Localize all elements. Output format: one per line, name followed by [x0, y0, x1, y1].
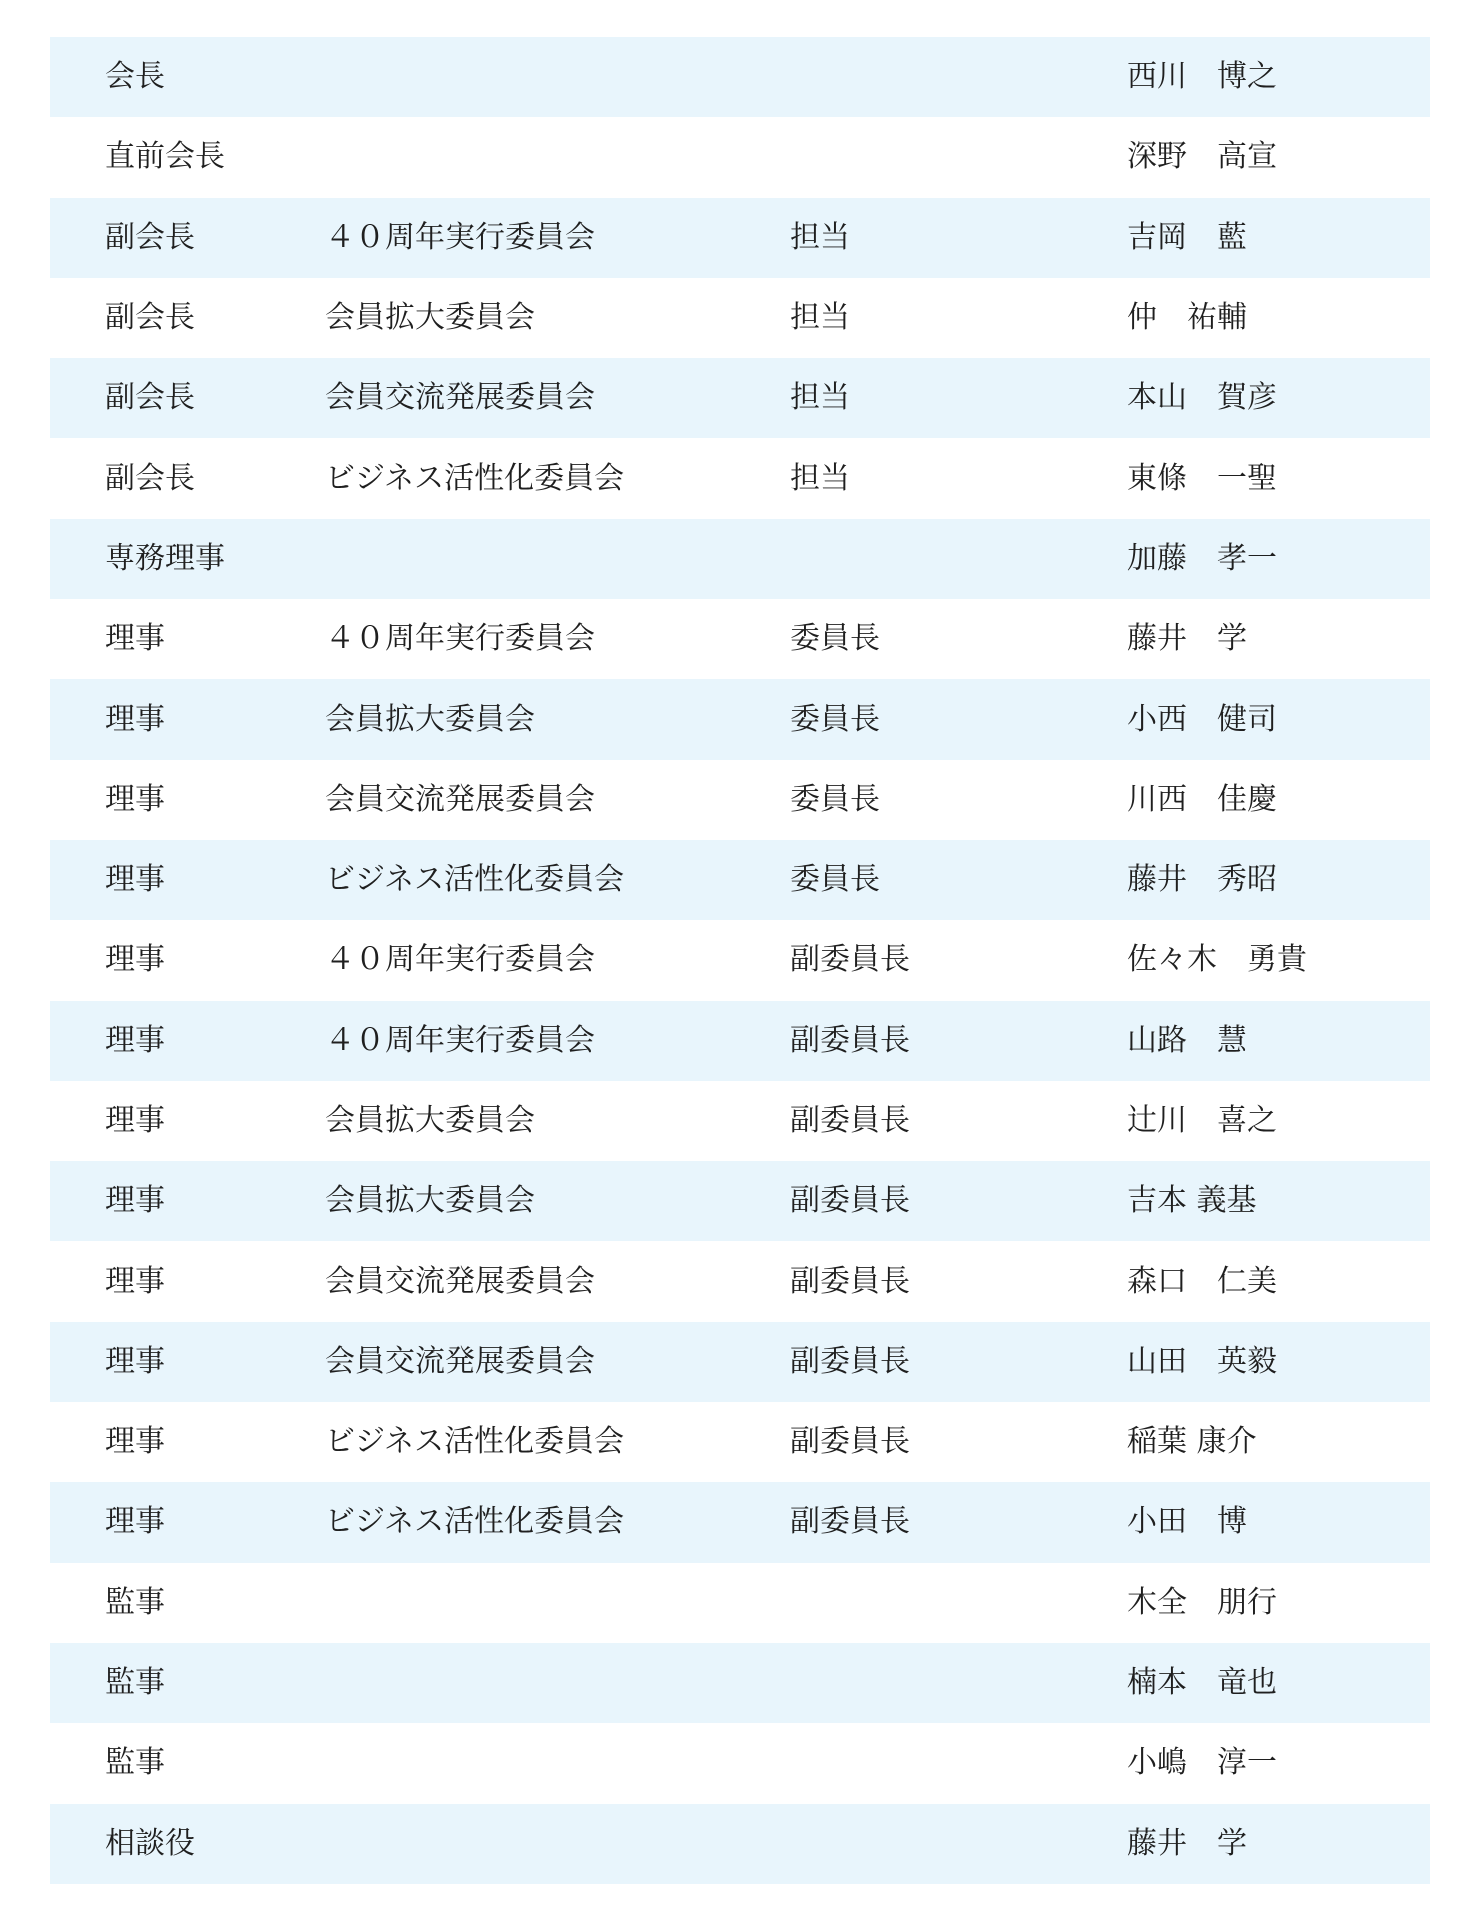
- committee-name: ビジネス活性化委員会: [325, 460, 625, 496]
- table-row: [50, 1723, 1430, 1803]
- committee-name: ビジネス活性化委員会: [325, 1424, 625, 1460]
- table-row: [50, 519, 1430, 599]
- table-row: [50, 358, 1430, 438]
- table-row: [50, 198, 1430, 278]
- position-title: 理事: [105, 1103, 165, 1138]
- committee-role: 副委員長: [790, 942, 910, 978]
- position-title: 副会長: [105, 300, 195, 336]
- table-row: [50, 679, 1430, 759]
- table-row: [50, 1322, 1430, 1402]
- committee-name: [322, 1643, 790, 1723]
- member-name: 小西 健司: [1127, 701, 1277, 737]
- table-row: [50, 599, 1430, 679]
- committee-name: 会員交流発展委員会: [325, 1263, 595, 1299]
- member-name: 楠本 竜也: [1127, 1665, 1277, 1701]
- member-name: 山路 慧: [1127, 1022, 1247, 1058]
- table-row: [50, 117, 1430, 197]
- member-name: 深野 高宣: [1127, 139, 1277, 175]
- committee-role: 副委員長: [790, 1103, 910, 1138]
- committee-name: 会員拡大委員会: [325, 1103, 535, 1138]
- member-name: 森口 仁美: [1127, 1263, 1277, 1299]
- committee-name: [322, 37, 790, 117]
- committee-name: [322, 117, 790, 197]
- position-title: 理事: [105, 701, 165, 737]
- committee-role: 副委員長: [790, 1504, 910, 1540]
- position-title: 監事: [105, 1584, 165, 1620]
- committee-name: 会員拡大委員会: [325, 701, 535, 737]
- table-row: [50, 920, 1430, 1000]
- member-name: 山田 英毅: [1127, 1343, 1277, 1379]
- position-title: 理事: [105, 781, 165, 817]
- table-row: [50, 1563, 1430, 1643]
- committee-role: 担当: [790, 219, 850, 255]
- committee-name: 会員交流発展委員会: [325, 380, 595, 416]
- position-title: 直前会長: [105, 139, 225, 175]
- committee-role: [790, 1563, 1127, 1643]
- member-name: 西川 博之: [1127, 59, 1277, 95]
- table-row: [50, 1081, 1430, 1161]
- committee-name: [322, 1723, 790, 1803]
- member-name: 川西 佳慶: [1127, 781, 1277, 817]
- table-row: [50, 1402, 1430, 1482]
- committee-role: [790, 117, 1127, 197]
- committee-role: 担当: [790, 300, 850, 336]
- position-title: 理事: [105, 862, 165, 898]
- table-row: [50, 1643, 1430, 1723]
- committee-name: 会員拡大委員会: [325, 300, 535, 336]
- committee-name: ビジネス活性化委員会: [325, 862, 625, 898]
- committee-name: 会員拡大委員会: [325, 1183, 535, 1219]
- table-row: [50, 1804, 1430, 1884]
- member-name: 稲葉 康介: [1127, 1424, 1257, 1460]
- member-name: 本山 賀彦: [1127, 380, 1277, 416]
- table-row: [50, 438, 1430, 518]
- committee-name: ４０周年実行委員会: [325, 1022, 595, 1058]
- table-row: [50, 37, 1430, 117]
- committee-role: 副委員長: [790, 1263, 910, 1299]
- member-name: 辻川 喜之: [1127, 1103, 1277, 1138]
- member-name: 小嶋 淳一: [1127, 1745, 1277, 1781]
- position-title: 専務理事: [105, 540, 225, 576]
- member-name: 木全 朋行: [1127, 1584, 1277, 1620]
- position-title: 理事: [105, 1183, 165, 1219]
- table-row: [50, 1241, 1430, 1321]
- committee-role: 副委員長: [790, 1343, 910, 1379]
- committee-role: 委員長: [790, 701, 880, 737]
- committee-role: 委員長: [790, 781, 880, 817]
- committee-role: [790, 1804, 1127, 1884]
- committee-role: 担当: [790, 460, 850, 496]
- member-name: 加藤 孝一: [1127, 540, 1277, 576]
- member-name: 東條 一聖: [1127, 460, 1277, 496]
- committee-name: ４０周年実行委員会: [325, 621, 595, 657]
- committee-name: 会員交流発展委員会: [325, 1343, 595, 1379]
- table-row: [50, 1161, 1430, 1241]
- member-name: 小田 博: [1127, 1504, 1247, 1540]
- position-title: 理事: [105, 1343, 165, 1379]
- committee-role: [790, 1723, 1127, 1803]
- committee-role: [790, 37, 1127, 117]
- committee-name: ４０周年実行委員会: [325, 219, 595, 255]
- committee-role: 副委員長: [790, 1022, 910, 1058]
- position-title: 副会長: [105, 380, 195, 416]
- position-title: 相談役: [105, 1825, 195, 1861]
- member-name: 仲 祐輔: [1127, 300, 1247, 336]
- member-name: 藤井 秀昭: [1127, 862, 1277, 898]
- position-title: 会長: [105, 59, 165, 95]
- committee-role: [790, 1643, 1127, 1723]
- member-name: 佐々木 勇貴: [1127, 942, 1307, 978]
- position-title: 理事: [105, 621, 165, 657]
- table-row: [50, 760, 1430, 840]
- position-title: 監事: [105, 1665, 165, 1701]
- committee-role: 委員長: [790, 862, 880, 898]
- committee-name: [322, 1804, 790, 1884]
- committee-name: ４０周年実行委員会: [325, 942, 595, 978]
- officer-roster-body: [50, 37, 1430, 1884]
- position-title: 理事: [105, 942, 165, 978]
- position-title: 副会長: [105, 460, 195, 496]
- position-title: 理事: [105, 1504, 165, 1540]
- position-title: 副会長: [105, 219, 195, 255]
- member-name: 藤井 学: [1127, 1825, 1247, 1861]
- committee-name: [322, 1563, 790, 1643]
- position-title: 理事: [105, 1263, 165, 1299]
- table-row: [50, 1001, 1430, 1081]
- committee-role: 副委員長: [790, 1183, 910, 1219]
- member-name: 吉本 義基: [1127, 1183, 1257, 1219]
- table-row: [50, 840, 1430, 920]
- committee-role: 副委員長: [790, 1424, 910, 1460]
- position-title: 理事: [105, 1022, 165, 1058]
- member-name: 吉岡 藍: [1127, 219, 1247, 255]
- committee-role: 委員長: [790, 621, 880, 657]
- committee-role: [790, 519, 1127, 599]
- committee-name: [322, 519, 790, 599]
- committee-name: ビジネス活性化委員会: [325, 1504, 625, 1540]
- position-title: 監事: [105, 1745, 165, 1781]
- position-title: 理事: [105, 1424, 165, 1460]
- table-row: [50, 278, 1430, 358]
- committee-name: 会員交流発展委員会: [325, 781, 595, 817]
- member-name: 藤井 学: [1127, 621, 1247, 657]
- officer-roster-table: [50, 37, 1430, 1884]
- table-row: [50, 1482, 1430, 1562]
- committee-role: 担当: [790, 380, 850, 416]
